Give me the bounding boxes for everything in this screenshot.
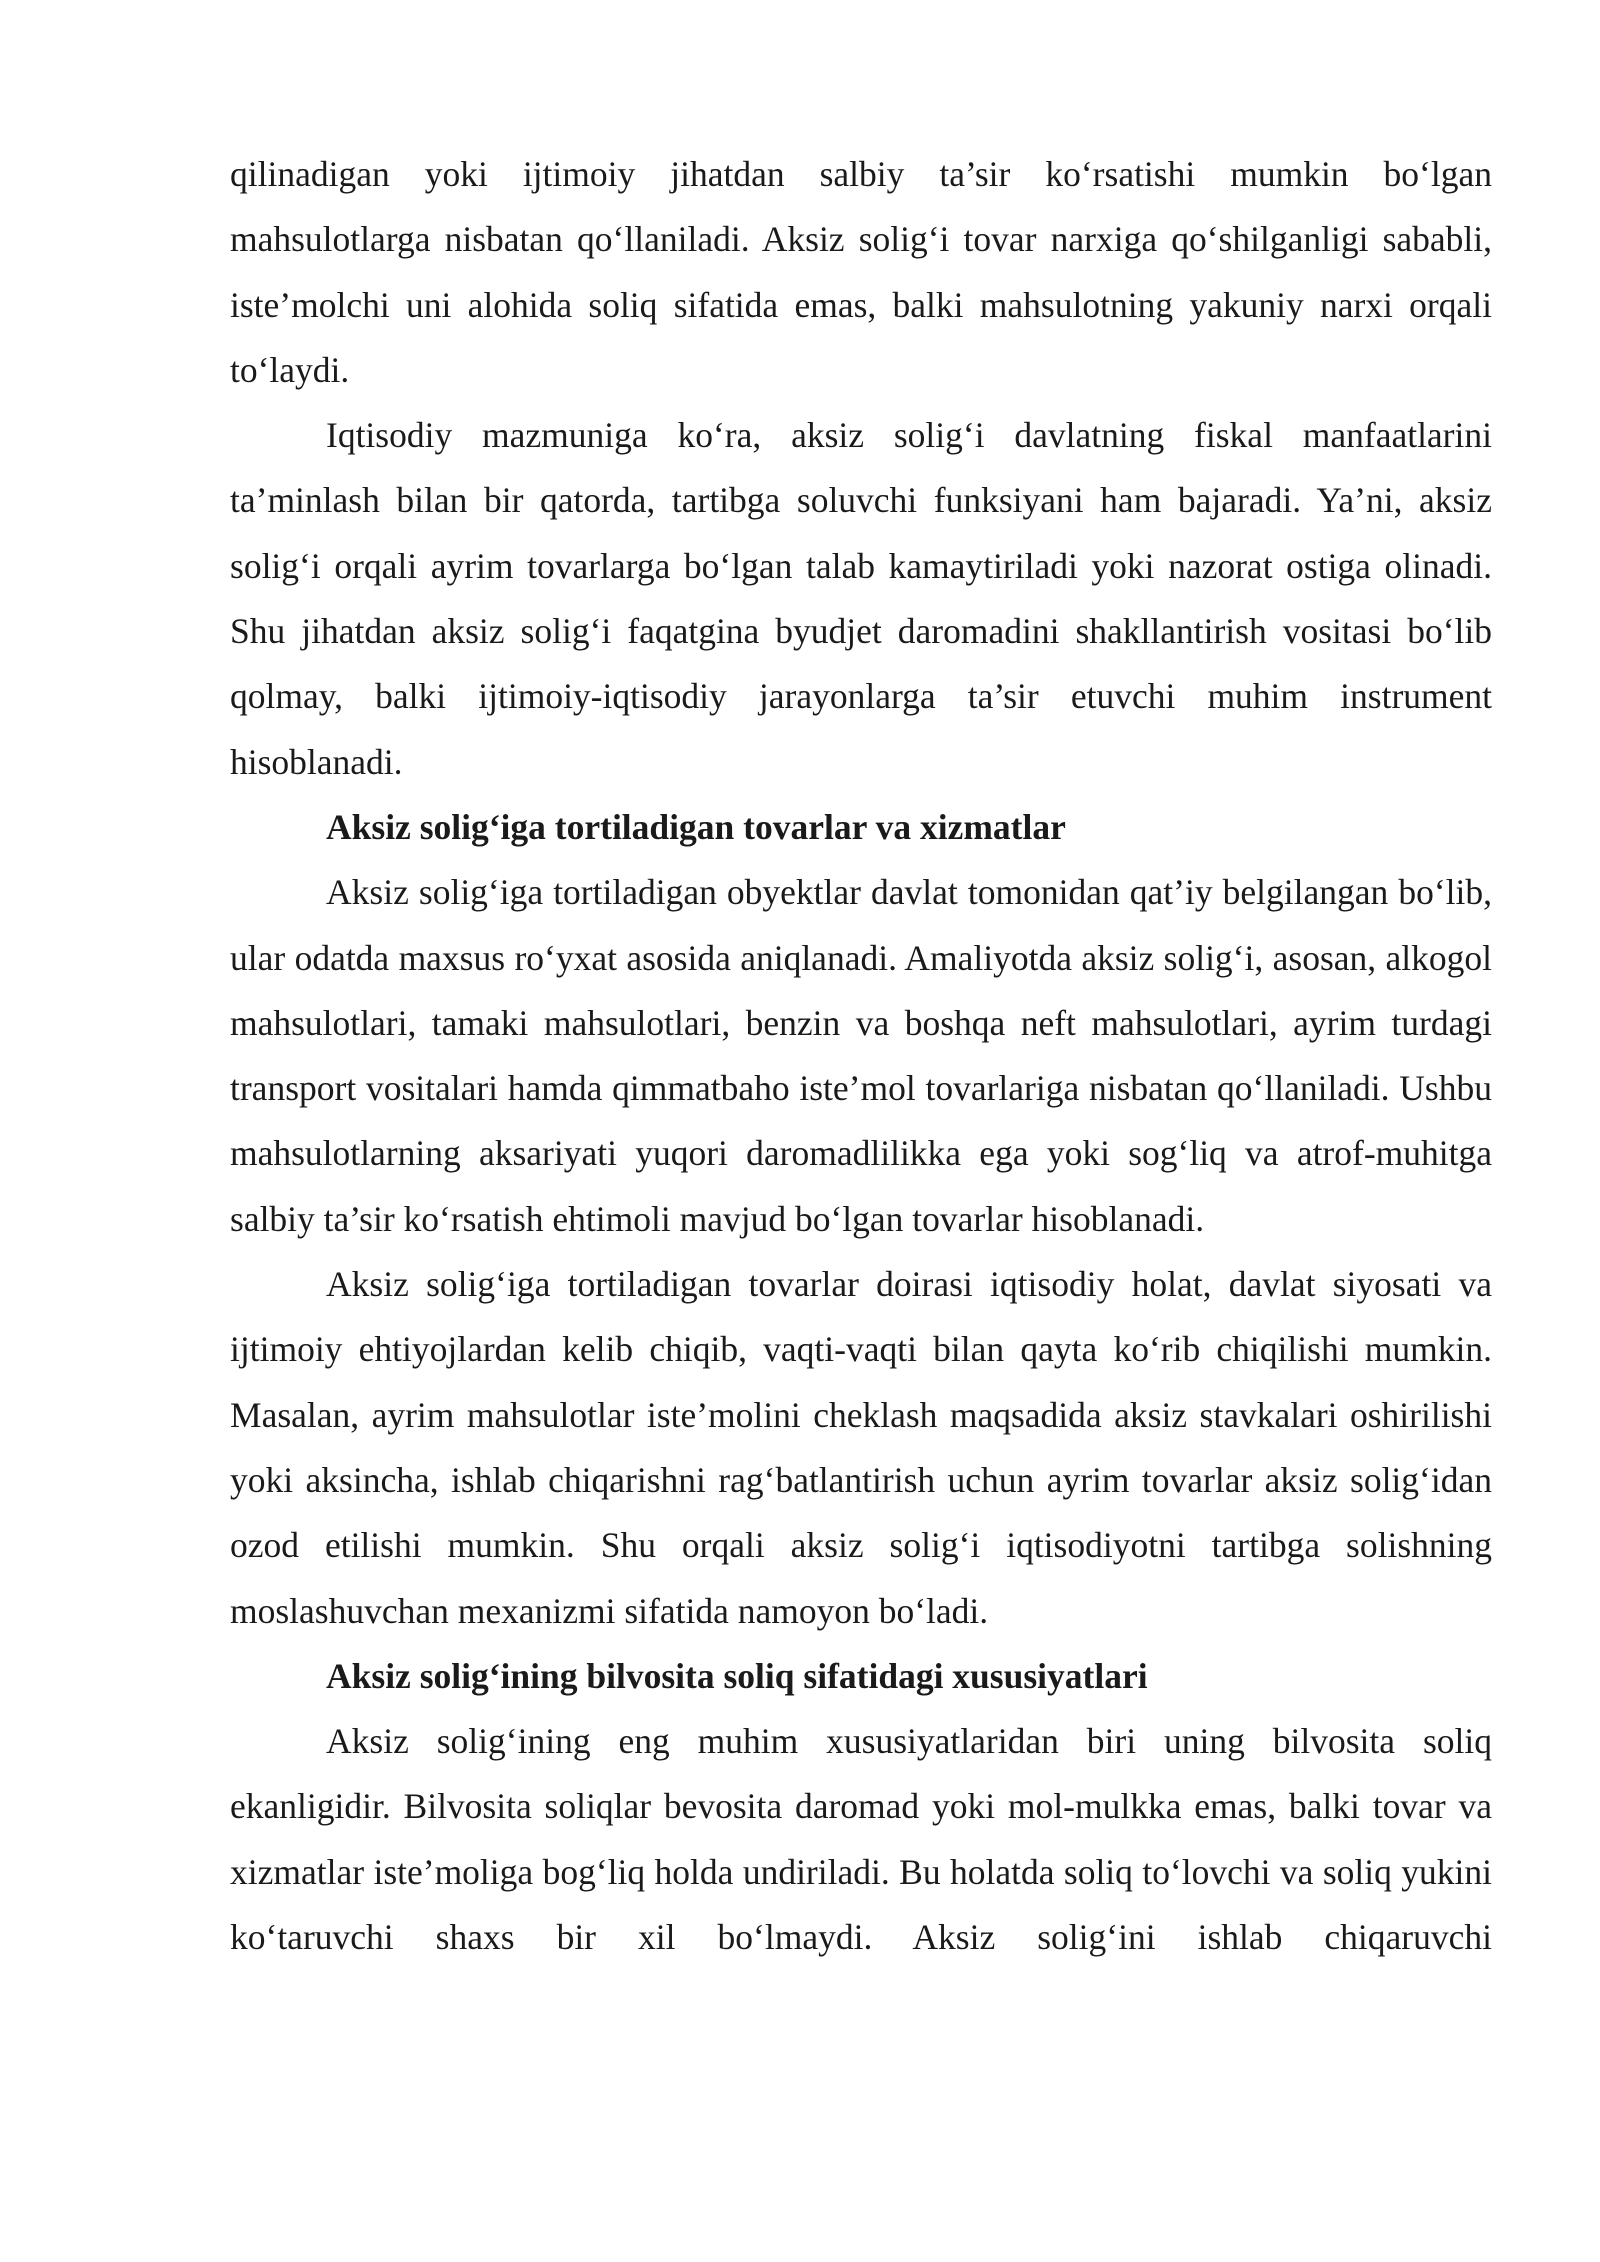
paragraph-indirect-tax: Aksiz solig‘ining eng muhim xususiyatlaridan biri uning bilvosita soliq ekanligidir. Bilvosita soliqlar bevosita daromad yoki mol-mulkka emas, balki tovar va xizmatlar iste’moliga bog‘liq holda undiriladi. Bu holatda soliq to‘lovchi va soliq yukini ko‘taruvchi shaxs bir xil bo‘lmaydi. Aksiz solig‘ini ishlab chiqaruvchi	[230, 1721, 1492, 1958]
section-heading-taxable-goods: Aksiz solig‘iga tortiladigan tovarlar va xizmatlar	[326, 806, 1066, 847]
paragraph-taxable-objects: Aksiz solig‘iga tortiladigan obyektlar davlat tomonidan qat’iy belgilangan bo‘lib, ular odatda maxsus ro‘yxat asosida aniqlanadi. Amaliyotda aksiz solig‘i, asosan, alkogol mahsulotlari, tamaki mahsulotlari, benzin va boshqa neft mahsulotlari, ayrim turdagi transport vositalari hamda qimmatbaho iste’mol tovarlariga nisbatan qo‘llaniladi. Ushbu mahsulotlarning aksariyati yuqori daromadlilikka ega yoki sog‘liq va atrof-muhitga salbiy ta’sir ko‘rsatish ehtimoli mavjud bo‘lgan tovarlar hisoblanadi.	[230, 872, 1492, 1239]
section-heading-indirect-tax-features: Aksiz solig‘ining bilvosita soliq sifatidagi xususiyatlari	[326, 1655, 1148, 1696]
paragraph-taxable-scope: Aksiz solig‘iga tortiladigan tovarlar doirasi iqtisodiy holat, davlat siyosati va ijtimoiy ehtiyojlardan kelib chiqib, vaqti-vaqti bilan qayta ko‘rib chiqilishi mumkin. Masalan, ayrim mahsulotlar iste’molini cheklash maqsadida aksiz stavkalari oshirilishi yoki aksincha, ishlab chiqarishni rag‘batlantirish uchun ayrim tovarlar aksiz solig‘idan ozod etilishi mumkin. Shu orqali aksiz solig‘i iqtisodiyotni tartibga solishning moslashuvchan mexanizmi sifatida namoyon bo‘ladi.	[230, 1264, 1492, 1631]
paragraph-economic-meaning: Iqtisodiy mazmuniga ko‘ra, aksiz solig‘i davlatning fiskal manfaatlarini ta’minlash bilan bir qatorda, tartibga soluvchi funksiyani ham bajaradi. Ya’ni, aksiz solig‘i orqali ayrim tovarlarga bo‘lgan talab kamaytiriladi yoki nazorat ostiga olinadi. Shu jihatdan aksiz solig‘i faqatgina byudjet daromadini shakllantirish vositasi bo‘lib qolmay, balki ijtimoiy-iqtisodiy jarayonlarga ta’sir etuvchi muhim instrument hisoblanadi.	[230, 415, 1492, 782]
document-body	[230, 142, 1492, 1970]
paragraph-continuation: qilinadigan yoki ijtimoiy jihatdan salbiy ta’sir ko‘rsatishi mumkin bo‘lgan mahsulotlarga nisbatan qo‘llaniladi. Aksiz solig‘i tovar narxiga qo‘shilganligi sababli, iste’molchi uni alohida soliq sifatida emas, balki mahsulotning yakuniy narxi orqali to‘laydi.	[230, 154, 1492, 390]
